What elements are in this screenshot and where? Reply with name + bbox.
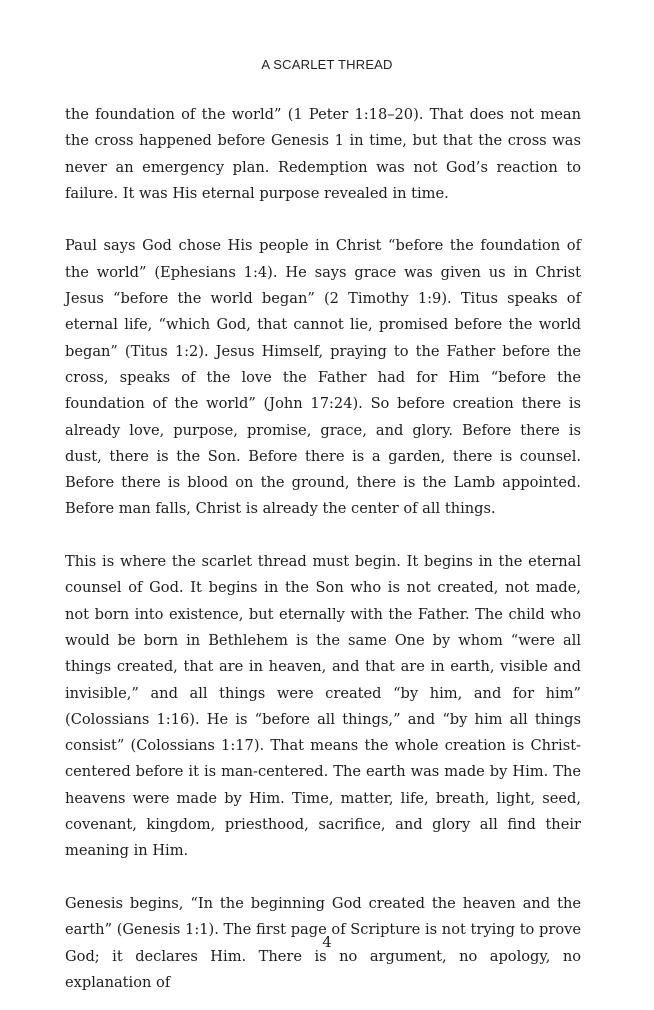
running-head: A SCARLET THREAD — [261, 57, 393, 72]
body-text — [65, 102, 581, 996]
paragraph-3: This is where the scarlet thread must begin. It begins in the eternal counsel of God. It begins in the Son who is not created, not made, not born into existence, but eternally with the Father. The child who would be born in Bethlehem is the same One by whom “were all things created, that are in heaven, and that are in earth, visible and invisible,” and all things were created “by him, and for him” (Colossians 1:16). He is “before all things,” and “by him all things consist” (Colossians 1:17). That means the whole creation is Christ-centered before it is man-centered. The earth was made by Him. The heavens were made by Him. Time, matter, life, breath, light, seed, covenant, kingdom, priesthood, sacrifice, and glory all find their meaning in Him. — [65, 553, 581, 860]
page-number: 4 — [322, 933, 332, 951]
paragraph-4: Genesis begins, “In the beginning God created the heaven and the earth” (Genesis 1:1). The first page of Scripture is not trying to prove God; it declares Him. There is no argument, no apology, no explanation of — [65, 894, 581, 991]
paragraph-1: the foundation of the world” (1 Peter 1:18–20). That does not mean the cross happened before Genesis 1 in time, but that the cross was never an emergency plan. Redemption was not God’s reaction to failure. It was His eternal purpose revealed in time. — [65, 106, 581, 202]
paragraph-2: Paul says God chose His people in Christ “before the foundation of the world” (Ephesians 1:4). He says grace was given us in Christ Jesus “before the world began” (2 Timothy 1:9). Titus speaks of eternal life, “which God, that cannot lie, promised before the world began” (Titus 1:2). Jesus Himself, praying to the Father before the cross, speaks of the love the Father had for Him “before the foundation of the world” (John 17:24). So before creation there is already love, purpose, promise, grace, and glory. Before there is dust, there is the Son. Before there is a garden, there is counsel. Before there is blood on the ground, there is the Lamb appointed. Before man falls, Christ is already the center of all things. — [65, 237, 581, 518]
